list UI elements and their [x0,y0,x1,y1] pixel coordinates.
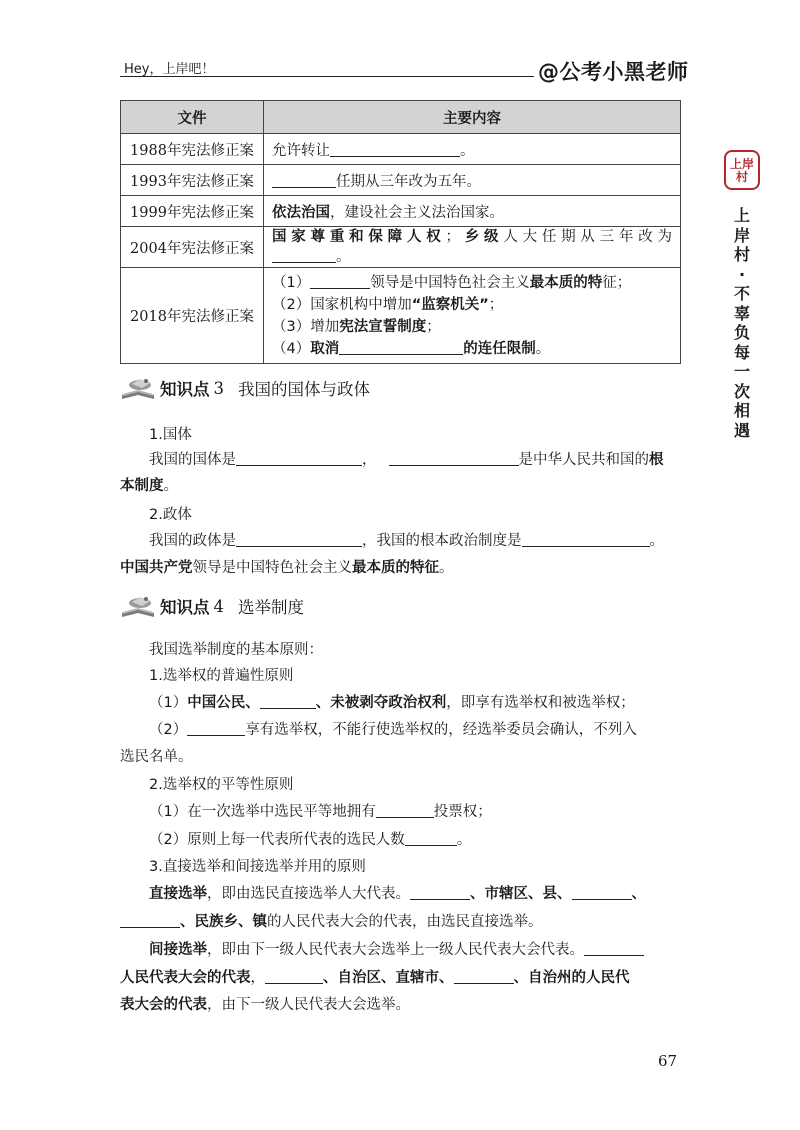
bold-text: 最本质的特征 [352,560,439,576]
paragraph-line [120,800,711,821]
table-cell-file: 2018年宪法修正案 [121,268,264,364]
cell-text: 。 [535,340,551,357]
bold-text: 人民代表大会的代表 [120,970,251,986]
fill-blank [339,340,463,355]
bold-text: 、未被剥夺政治权利 [315,695,447,711]
bold-text: 、自治区、直辖市、 [323,970,454,986]
text: ，我国的根本政治制度是 [362,533,522,549]
paragraph-line: 我国选举制度的基本原则： [149,642,323,658]
text: ，由下一级人民代表大会选举。 [207,997,410,1013]
header-left-text: Hey，上岸吧！ [124,62,215,77]
table-cell-content [264,268,681,364]
fill-blank [330,142,460,157]
kp-label: 知识点 [160,380,210,399]
cell-bold-text: 的连任限制 [463,340,536,357]
fill-blank [187,721,245,736]
paragraph-line [120,966,682,987]
item-number: （4） [272,340,311,357]
bold-text: 中国共产党 [120,560,193,576]
fill-blank [584,941,644,956]
cell-bold-text: 取消 [310,340,340,357]
table-cell-content [264,165,681,196]
bold-text: 、市辖区、县、 [470,886,572,902]
subheading: 3.直接选举和间接选举并用的原则 [149,859,366,875]
item-number: （1） [149,695,188,711]
fill-blank [454,969,514,984]
page-number: 67 [658,1052,678,1070]
header-right-text: @公考小黑老师 [538,60,689,84]
kp-label: 知识点 [160,598,210,617]
amendments-table [120,100,681,364]
subheading: 1.选举权的普遍性原则 [149,668,294,684]
cell-text: ； [426,318,441,335]
item-number: （2） [272,296,311,313]
paragraph-line [120,828,711,849]
item-number: （1） [272,274,311,291]
text: ，即由下一级人民代表大会选举上一级人民代表大会代表。 [207,942,584,958]
table-cell-file: 1999年宪法修正案 [121,196,264,227]
bold-text: 表大会的代表 [120,997,207,1013]
paragraph-line [120,691,711,712]
fill-blank [272,173,336,188]
table-row [121,227,681,268]
fill-blank [522,532,650,547]
header-rule [120,76,534,77]
fill-blank [236,451,362,466]
text: 。 [456,832,472,848]
fill-blank [376,803,434,818]
paragraph-line [120,718,711,739]
table-cell-file: 2004年宪法修正案 [121,227,264,268]
table-cell-file: 1988年宪法修正案 [121,134,264,165]
text: 领导是中国特色社会主义 [192,560,352,576]
fill-blank [260,694,316,709]
text: 。 [439,560,454,576]
section-heading-kp3 [120,374,370,402]
kp-number: 4 [213,596,224,616]
table-cell-file: 1993年宪法修正案 [121,165,264,196]
kp-subject: 我国的国体与政体 [238,380,370,399]
cell-text: 领导是中国特色社会主义 [370,274,530,291]
text: ，即由选民直接选举人大代表。 [207,886,410,902]
cell-bold-text: “监察机关” [411,296,489,313]
cell-text: ，建设社会主义法治国家。 [330,204,504,221]
bold-text: 、自治州的人民代 [513,970,630,986]
fill-blank [272,248,336,263]
table-header-row [121,101,681,134]
table-row [121,268,681,364]
bold-text: 根 [649,452,664,468]
cell-text: 国家机构中增加 [310,296,412,313]
paragraph-line [120,938,711,959]
cell-bold-text: 最本质的特 [529,274,603,291]
bold-text: 中国公民、 [187,695,260,711]
text: （1）在一次选举中选民平等地拥有 [149,804,376,820]
subheading: 1.国体 [149,427,192,443]
paragraph-line [120,556,682,577]
table-row [121,165,681,196]
bold-text: 、民族乡、镇 [180,914,267,930]
bold-text: 、 [631,886,646,902]
bold-text: 本制度 [120,478,164,494]
bold-text: 间接选举 [149,942,207,958]
paragraph-line [120,993,682,1014]
item-number: （3） [272,318,311,335]
side-stamp: 上岸村 [724,150,760,190]
cell-bold-text: 国家尊重和保障人权 [272,229,446,245]
text: 的人民代表大会的代表，由选民直接选举。 [267,914,543,930]
paragraph-line [120,882,711,903]
table-header-content: 主要内容 [264,101,681,134]
list-item [272,338,672,360]
text: （2）原则上每一代表所代表的选民人数 [149,832,405,848]
text: 投票权； [433,804,492,820]
table-row [121,196,681,227]
cell-text: 增加 [310,318,340,335]
text: 我国的政体是 [149,533,236,549]
section-heading-kp4 [120,592,304,620]
cell-text: 征； [602,274,632,291]
cell-text: ； [488,296,504,313]
text: ， [362,452,377,468]
text: ，即享有选举权和被选举权； [446,695,635,711]
text: ， [250,970,265,986]
table-cell-content [264,227,681,268]
side-vertical-text: 上岸村·不辜负每一次相遇 [733,206,750,440]
text: 我国的国体是 [149,452,236,468]
fill-blank [389,451,519,466]
cell-line [272,227,672,247]
paragraph-line: 选民名单。 [120,749,193,765]
fill-blank [410,885,470,900]
fill-blank [236,532,362,547]
text: 。 [163,478,178,494]
table-header-file: 文件 [121,101,264,134]
kp-subject: 选举制度 [238,598,304,617]
cell-text: 。 [460,142,475,159]
text: 是中华人民共和国的 [518,452,649,468]
cell-bold-text: 依法治国 [272,204,330,221]
table-row [121,134,681,165]
table-cell-content [264,134,681,165]
fill-blank [572,885,632,900]
cell-line [272,247,672,267]
fill-blank [405,831,457,846]
cell-bold-text: 乡级 [459,229,504,245]
list-item [272,272,672,294]
paragraph-line [120,529,711,550]
paragraph-line [120,448,711,469]
text: 。 [649,533,664,549]
item-number: （2） [149,722,188,738]
cell-bold-text: 宪法宣誓制度 [339,318,427,335]
book-icon [120,593,156,619]
paragraph-line [120,910,682,931]
paragraph-line [120,474,682,495]
cell-text: 任期从三年改为五年。 [336,173,481,190]
cell-text: ； [445,229,460,245]
fill-blank [265,969,323,984]
subheading: 2.选举权的平等性原则 [149,777,294,793]
bold-text: 直接选举 [149,886,207,902]
subheading: 2.政体 [149,507,192,523]
fill-blank [120,913,180,928]
cell-text: 。 [336,249,351,265]
cell-text: 允许转让 [272,142,330,159]
book-icon [120,375,156,401]
fill-blank [310,274,370,289]
kp-number: 3 [213,378,224,398]
cell-text: 人大任期从三年改为 [503,229,673,245]
list-item [272,316,672,338]
table-cell-content [264,196,681,227]
list-item [272,294,672,316]
text: 享有选举权，不能行使选举权的，经选举委员会确认，不列入 [245,722,637,738]
